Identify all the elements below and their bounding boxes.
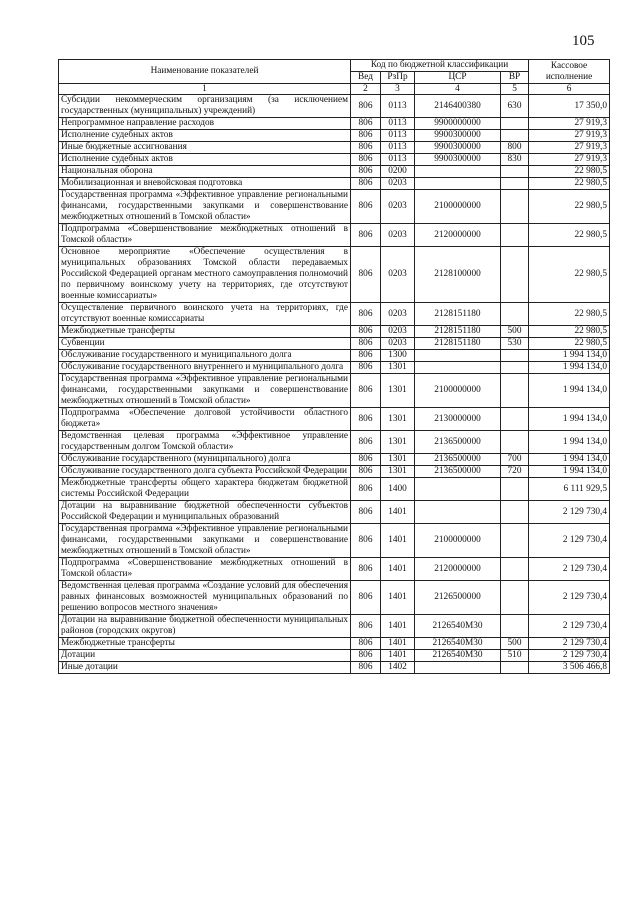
indicator-name-cell: Исполнение судебных актов xyxy=(59,130,351,142)
rzpr-code-cell: 0113 xyxy=(381,130,415,142)
csr-code-cell: 9900300000 xyxy=(415,130,501,142)
ved-code-cell: 806 xyxy=(351,224,381,247)
cash-execution-cell: 1 994 134,0 xyxy=(529,408,610,431)
table-row xyxy=(59,247,610,303)
cash-execution-cell: 27 919,3 xyxy=(529,142,610,154)
column-number: 3 xyxy=(381,84,415,95)
rzpr-code-cell: 1301 xyxy=(381,466,415,478)
cash-execution-cell: 1 994 134,0 xyxy=(529,431,610,454)
vr-code-cell: 530 xyxy=(501,338,529,350)
ved-code-cell: 806 xyxy=(351,374,381,408)
vr-code-cell xyxy=(501,558,529,581)
csr-code-cell: 2100000000 xyxy=(415,190,501,224)
csr-code-cell: 2128151180 xyxy=(415,338,501,350)
cash-execution-cell: 1 994 134,0 xyxy=(529,374,610,408)
vr-code-cell: 720 xyxy=(501,466,529,478)
csr-code-cell: 2126500000 xyxy=(415,581,501,615)
column-number: 4 xyxy=(415,84,501,95)
page-number: 105 xyxy=(572,33,595,49)
indicator-name-cell: Государственная программа «Эффективное управление региональными финансами, государственными закупками и совершенствование межбюджетных отношений в Томской области» xyxy=(59,374,351,408)
csr-code-cell: 9900300000 xyxy=(415,154,501,166)
vr-code-cell xyxy=(501,350,529,362)
rzpr-code-cell: 0203 xyxy=(381,326,415,338)
cash-execution-cell: 2 129 730,4 xyxy=(529,558,610,581)
rzpr-code-cell: 0203 xyxy=(381,224,415,247)
header-cash-execution: Кассовое исполнение xyxy=(529,60,610,84)
csr-code-cell: 2100000000 xyxy=(415,524,501,558)
indicator-name-cell: Обслуживание государственного (муниципального) долга xyxy=(59,454,351,466)
rzpr-code-cell: 1300 xyxy=(381,350,415,362)
vr-code-cell xyxy=(501,166,529,178)
csr-code-cell xyxy=(415,501,501,524)
ved-code-cell: 806 xyxy=(351,454,381,466)
vr-code-cell xyxy=(501,190,529,224)
vr-code-cell: 500 xyxy=(501,638,529,650)
rzpr-code-cell: 0200 xyxy=(381,166,415,178)
rzpr-code-cell: 1400 xyxy=(381,478,415,501)
csr-code-cell: 9900300000 xyxy=(415,142,501,154)
ved-code-cell: 806 xyxy=(351,178,381,190)
table-body xyxy=(59,95,610,674)
cash-execution-cell: 27 919,3 xyxy=(529,130,610,142)
cash-execution-cell: 22 980,5 xyxy=(529,178,610,190)
cash-execution-cell: 6 111 929,5 xyxy=(529,478,610,501)
csr-code-cell: 2126540М30 xyxy=(415,615,501,638)
rzpr-code-cell: 0113 xyxy=(381,154,415,166)
vr-code-cell xyxy=(501,478,529,501)
rzpr-code-cell: 1401 xyxy=(381,615,415,638)
table-row xyxy=(59,374,610,408)
indicator-name-cell: Подпрограмма «Обеспечение долговой устойчивости областного бюджета» xyxy=(59,408,351,431)
cash-execution-cell: 22 980,5 xyxy=(529,190,610,224)
csr-code-cell: 9900000000 xyxy=(415,118,501,130)
indicator-name-cell: Обслуживание государственного долга субъекта Российской Федерации xyxy=(59,466,351,478)
table-row xyxy=(59,350,610,362)
table-row xyxy=(59,662,610,674)
rzpr-code-cell: 1301 xyxy=(381,408,415,431)
csr-code-cell: 2120000000 xyxy=(415,558,501,581)
ved-code-cell: 806 xyxy=(351,338,381,350)
rzpr-code-cell: 1401 xyxy=(381,501,415,524)
ved-code-cell: 806 xyxy=(351,501,381,524)
ved-code-cell: 806 xyxy=(351,190,381,224)
ved-code-cell: 806 xyxy=(351,581,381,615)
vr-code-cell xyxy=(501,247,529,303)
csr-code-cell: 2120000000 xyxy=(415,224,501,247)
ved-code-cell: 806 xyxy=(351,362,381,374)
csr-code-cell: 2128151180 xyxy=(415,303,501,326)
csr-code-cell xyxy=(415,478,501,501)
vr-code-cell xyxy=(501,501,529,524)
vr-code-cell: 700 xyxy=(501,454,529,466)
ved-code-cell: 806 xyxy=(351,118,381,130)
indicator-name-cell: Ведомственная целевая программа «Эффективное управление государственным долгом Томской области» xyxy=(59,431,351,454)
table-row xyxy=(59,650,610,662)
csr-code-cell xyxy=(415,350,501,362)
table-row xyxy=(59,501,610,524)
table-row xyxy=(59,466,610,478)
rzpr-code-cell: 0203 xyxy=(381,190,415,224)
ved-code-cell: 806 xyxy=(351,166,381,178)
indicator-name-cell: Дотации на выравнивание бюджетной обеспеченности субъектов Российской Федерации и муниципальных образований xyxy=(59,501,351,524)
indicator-name-cell: Обслуживание государственного внутреннего и муниципального долга xyxy=(59,362,351,374)
ved-code-cell: 806 xyxy=(351,142,381,154)
vr-code-cell xyxy=(501,431,529,454)
table-row xyxy=(59,478,610,501)
header-rzpr: РзПр xyxy=(381,72,415,84)
indicator-name-cell: Дотации на выравнивание бюджетной обеспеченности муниципальных районов (городских округов) xyxy=(59,615,351,638)
rzpr-code-cell: 1401 xyxy=(381,638,415,650)
table-row xyxy=(59,431,610,454)
csr-code-cell: 2100000000 xyxy=(415,374,501,408)
csr-code-cell xyxy=(415,362,501,374)
vr-code-cell xyxy=(501,581,529,615)
vr-code-cell xyxy=(501,408,529,431)
ved-code-cell: 806 xyxy=(351,350,381,362)
header-csr: ЦСР xyxy=(415,72,501,84)
vr-code-cell: 800 xyxy=(501,142,529,154)
column-number: 1 xyxy=(59,84,351,95)
vr-code-cell: 630 xyxy=(501,95,529,118)
table-row xyxy=(59,615,610,638)
vr-code-cell xyxy=(501,524,529,558)
cash-execution-cell: 17 350,0 xyxy=(529,95,610,118)
cash-execution-cell: 22 980,5 xyxy=(529,166,610,178)
rzpr-code-cell: 0203 xyxy=(381,338,415,350)
vr-code-cell xyxy=(501,224,529,247)
vr-code-cell xyxy=(501,130,529,142)
csr-code-cell: 2126540М30 xyxy=(415,650,501,662)
csr-code-cell xyxy=(415,178,501,190)
indicator-name-cell: Субвенции xyxy=(59,338,351,350)
table-row xyxy=(59,408,610,431)
table-row xyxy=(59,142,610,154)
budget-execution-table xyxy=(58,59,610,674)
rzpr-code-cell: 0203 xyxy=(381,178,415,190)
indicator-name-cell: Субсидии некоммерческим организациям (за исключением государственных (муниципальных) учреждений) xyxy=(59,95,351,118)
vr-code-cell xyxy=(501,118,529,130)
cash-execution-cell: 2 129 730,4 xyxy=(529,501,610,524)
ved-code-cell: 806 xyxy=(351,558,381,581)
header-vr: ВР xyxy=(501,72,529,84)
cash-execution-cell: 22 980,5 xyxy=(529,326,610,338)
cash-execution-cell: 3 506 466,8 xyxy=(529,662,610,674)
csr-code-cell: 2128151180 xyxy=(415,326,501,338)
table-row xyxy=(59,338,610,350)
table-row xyxy=(59,224,610,247)
indicator-name-cell: Национальная оборона xyxy=(59,166,351,178)
cash-execution-cell: 22 980,5 xyxy=(529,224,610,247)
cash-execution-cell: 2 129 730,4 xyxy=(529,638,610,650)
table-row xyxy=(59,154,610,166)
table-row xyxy=(59,638,610,650)
indicator-name-cell: Ведомственная целевая программа «Создание условий для обеспечения равных финансовых возможностей муниципальных образований по решению вопросов местного значения» xyxy=(59,581,351,615)
vr-code-cell xyxy=(501,303,529,326)
rzpr-code-cell: 1401 xyxy=(381,581,415,615)
ved-code-cell: 806 xyxy=(351,466,381,478)
vr-code-cell xyxy=(501,178,529,190)
rzpr-code-cell: 0113 xyxy=(381,118,415,130)
cash-execution-cell: 22 980,5 xyxy=(529,247,610,303)
cash-execution-cell: 1 994 134,0 xyxy=(529,362,610,374)
cash-execution-cell: 2 129 730,4 xyxy=(529,650,610,662)
table-row xyxy=(59,178,610,190)
rzpr-code-cell: 1301 xyxy=(381,374,415,408)
column-number: 5 xyxy=(501,84,529,95)
ved-code-cell: 806 xyxy=(351,326,381,338)
indicator-name-cell: Основное мероприятие «Обеспечение осуществления в муниципальных образованиях Томской области передаваемых Российской Федерацией органам местного самоуправления полномочий по первичному воинскому учету на территориях, где отсутствуют военные комиссариаты» xyxy=(59,247,351,303)
indicator-name-cell: Мобилизационная и вневойсковая подготовка xyxy=(59,178,351,190)
csr-code-cell: 2128100000 xyxy=(415,247,501,303)
indicator-name-cell: Исполнение судебных актов xyxy=(59,154,351,166)
indicator-name-cell: Обслуживание государственного и муниципального долга xyxy=(59,350,351,362)
table-row xyxy=(59,326,610,338)
csr-code-cell xyxy=(415,662,501,674)
csr-code-cell: 2130000000 xyxy=(415,408,501,431)
ved-code-cell: 806 xyxy=(351,478,381,501)
rzpr-code-cell: 0113 xyxy=(381,142,415,154)
vr-code-cell xyxy=(501,362,529,374)
table-row xyxy=(59,362,610,374)
cash-execution-cell: 22 980,5 xyxy=(529,303,610,326)
indicator-name-cell: Межбюджетные трансферты общего характера бюджетам бюджетной системы Российской Федерации xyxy=(59,478,351,501)
ved-code-cell: 806 xyxy=(351,95,381,118)
rzpr-code-cell: 1402 xyxy=(381,662,415,674)
rzpr-code-cell: 1401 xyxy=(381,558,415,581)
indicator-name-cell: Подпрограмма «Совершенствование межбюджетных отношений в Томской области» xyxy=(59,558,351,581)
table-row xyxy=(59,454,610,466)
cash-execution-cell: 2 129 730,4 xyxy=(529,615,610,638)
ved-code-cell: 806 xyxy=(351,615,381,638)
table-row xyxy=(59,130,610,142)
csr-code-cell: 2136500000 xyxy=(415,431,501,454)
rzpr-code-cell: 1401 xyxy=(381,524,415,558)
vr-code-cell: 500 xyxy=(501,326,529,338)
indicator-name-cell: Дотации xyxy=(59,650,351,662)
ved-code-cell: 806 xyxy=(351,638,381,650)
vr-code-cell: 830 xyxy=(501,154,529,166)
csr-code-cell: 2136500000 xyxy=(415,454,501,466)
rzpr-code-cell: 1301 xyxy=(381,362,415,374)
header-classification: Код по бюджетной классификации xyxy=(351,60,529,72)
rzpr-code-cell: 0203 xyxy=(381,303,415,326)
vr-code-cell xyxy=(501,662,529,674)
ved-code-cell: 806 xyxy=(351,303,381,326)
rzpr-code-cell: 1301 xyxy=(381,431,415,454)
table-row xyxy=(59,95,610,118)
indicator-name-cell: Иные дотации xyxy=(59,662,351,674)
ved-code-cell: 806 xyxy=(351,650,381,662)
cash-execution-cell: 2 129 730,4 xyxy=(529,524,610,558)
header-name: Наименование показателей xyxy=(59,60,351,84)
csr-code-cell: 2136500000 xyxy=(415,466,501,478)
column-number: 6 xyxy=(529,84,610,95)
table-row xyxy=(59,558,610,581)
header-ved: Вед xyxy=(351,72,381,84)
cash-execution-cell: 2 129 730,4 xyxy=(529,581,610,615)
cash-execution-cell: 22 980,5 xyxy=(529,338,610,350)
ved-code-cell: 806 xyxy=(351,154,381,166)
rzpr-code-cell: 0113 xyxy=(381,95,415,118)
ved-code-cell: 806 xyxy=(351,431,381,454)
table-row xyxy=(59,166,610,178)
vr-code-cell xyxy=(501,615,529,638)
ved-code-cell: 806 xyxy=(351,247,381,303)
indicator-name-cell: Осуществление первичного воинского учета на территориях, где отсутствуют военные комиссариаты xyxy=(59,303,351,326)
cash-execution-cell: 1 994 134,0 xyxy=(529,466,610,478)
csr-code-cell xyxy=(415,166,501,178)
vr-code-cell: 510 xyxy=(501,650,529,662)
csr-code-cell: 2126540М30 xyxy=(415,638,501,650)
ved-code-cell: 806 xyxy=(351,524,381,558)
rzpr-code-cell: 0203 xyxy=(381,247,415,303)
indicator-name-cell: Межбюджетные трансферты xyxy=(59,638,351,650)
vr-code-cell xyxy=(501,374,529,408)
table-row xyxy=(59,581,610,615)
table-row xyxy=(59,303,610,326)
indicator-name-cell: Государственная программа «Эффективное управление региональными финансами, государственными закупками и совершенствование межбюджетных отношений в Томской области» xyxy=(59,190,351,224)
table-row xyxy=(59,524,610,558)
ved-code-cell: 806 xyxy=(351,662,381,674)
cash-execution-cell: 27 919,3 xyxy=(529,154,610,166)
rzpr-code-cell: 1301 xyxy=(381,454,415,466)
indicator-name-cell: Государственная программа «Эффективное управление региональными финансами, государственными закупками и совершенствование межбюджетных отношений в Томской области» xyxy=(59,524,351,558)
indicator-name-cell: Непрограммное направление расходов xyxy=(59,118,351,130)
column-number: 2 xyxy=(351,84,381,95)
cash-execution-cell: 27 919,3 xyxy=(529,118,610,130)
cash-execution-cell: 1 994 134,0 xyxy=(529,454,610,466)
indicator-name-cell: Иные бюджетные ассигнования xyxy=(59,142,351,154)
csr-code-cell: 2146400380 xyxy=(415,95,501,118)
rzpr-code-cell: 1401 xyxy=(381,650,415,662)
indicator-name-cell: Межбюджетные трансферты xyxy=(59,326,351,338)
ved-code-cell: 806 xyxy=(351,408,381,431)
indicator-name-cell: Подпрограмма «Совершенствование межбюджетных отношений в Томской области» xyxy=(59,224,351,247)
ved-code-cell: 806 xyxy=(351,130,381,142)
table-row xyxy=(59,118,610,130)
cash-execution-cell: 1 994 134,0 xyxy=(529,350,610,362)
table-row xyxy=(59,190,610,224)
